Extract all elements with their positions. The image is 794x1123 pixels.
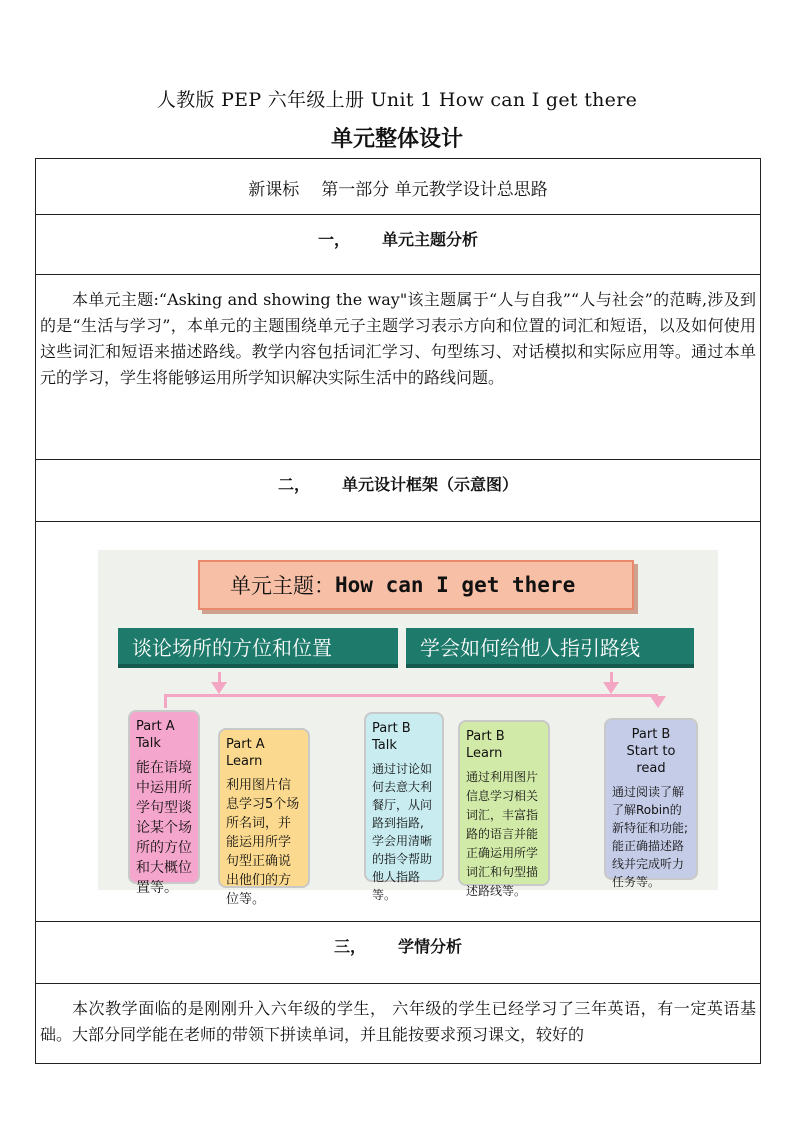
- row-label: 新课标: [248, 180, 300, 200]
- unit-theme-box: [198, 560, 634, 610]
- section-number: 三，: [333, 937, 366, 956]
- card-title: Part A Talk: [136, 719, 175, 751]
- connector-line: [164, 694, 167, 708]
- unit-framework-diagram: [98, 550, 718, 907]
- section-paragraph: 本次教学面临的是刚刚升入六年级的学生， 六年级的学生已经学习了三年英语，有一定英语基础。大部分同学能在老师的带领下拼读单词，并且能按要求预习课文，较好的: [40, 999, 756, 1044]
- section-body-2: [36, 522, 760, 922]
- section-title: 单元设计框架（示意图）: [342, 475, 519, 494]
- card-title: Part B Learn: [466, 729, 505, 761]
- card-part-b-read: [604, 718, 698, 889]
- section-title: 学情分析: [398, 937, 463, 956]
- table-row: [36, 159, 760, 215]
- design-table: [35, 158, 761, 1064]
- document-subtitle: 单元整体设计: [330, 126, 463, 152]
- card-title: Part A Learn: [226, 737, 265, 769]
- goal-right: 学会如何给他人指引路线: [406, 628, 694, 668]
- card-part-a-talk: [128, 710, 200, 896]
- down-arrow-icon: [650, 696, 666, 708]
- card-part-b-learn: [458, 720, 550, 898]
- section-body-1: [36, 275, 760, 460]
- card-body: 通过阅读了解了解Robin的新特征和功能;能正确描述路线并完成听力任务等。: [612, 785, 689, 889]
- theme-value: How can I get there: [335, 573, 576, 597]
- goal-left: 谈论场所的方位和位置: [118, 628, 398, 668]
- section-body-3: [36, 984, 760, 1064]
- section-heading-2: [36, 460, 760, 522]
- row-heading-text: 第一部分 单元教学设计总思路: [321, 180, 548, 200]
- card-title: Part B Start to read: [626, 727, 676, 776]
- section-number: 二，: [277, 475, 310, 494]
- section-number: 一，: [317, 230, 350, 249]
- card-body: 能在语境中运用所学句型谈论某个场所的方位和大概位置等。: [136, 760, 192, 896]
- card-body: 通过利用图片信息学习相关词汇，丰富指路的语言并能正确运用所学词汇和句型描述路线等。: [466, 770, 539, 898]
- down-arrow-icon: [211, 682, 227, 694]
- card-part-b-talk: [364, 712, 444, 902]
- connector-line: [164, 694, 658, 697]
- card-title: Part B Talk: [372, 721, 411, 753]
- theme-label: 单元主题：: [230, 574, 335, 598]
- section-heading-1: [36, 215, 760, 275]
- section-heading-3: [36, 922, 760, 984]
- card-body: 利用图片信息学习5个场所名词，并能运用所学句型正确说出他们的方位等。: [226, 778, 300, 907]
- down-arrow-icon: [603, 682, 619, 694]
- section-title: 单元主题分析: [382, 230, 479, 249]
- card-part-a-learn: [218, 728, 310, 907]
- card-body: 通过讨论如何去意大利餐厅，从问路到指路, 学会用清晰的指令帮助他人指路等。: [372, 762, 433, 902]
- section-paragraph: 本单元主题:“Asking and showing the way"该主题属于“人与自我”“人与社会”的范畴,涉及到的是“生活与学习”，本单元的主题围绕单元子主题学习表示方向和位置的词汇和短语，以及如何使用这些词汇和短语来描述路线。教学内容包括词汇学习、句型练习、对话模拟和实际应用等。通过本单元的学习，学生将能够运用所学知识解决实际生活中的路线问题。: [40, 290, 756, 387]
- document-title: 人教版 PEP 六年级上册 Unit 1 How can I get there: [156, 89, 638, 111]
